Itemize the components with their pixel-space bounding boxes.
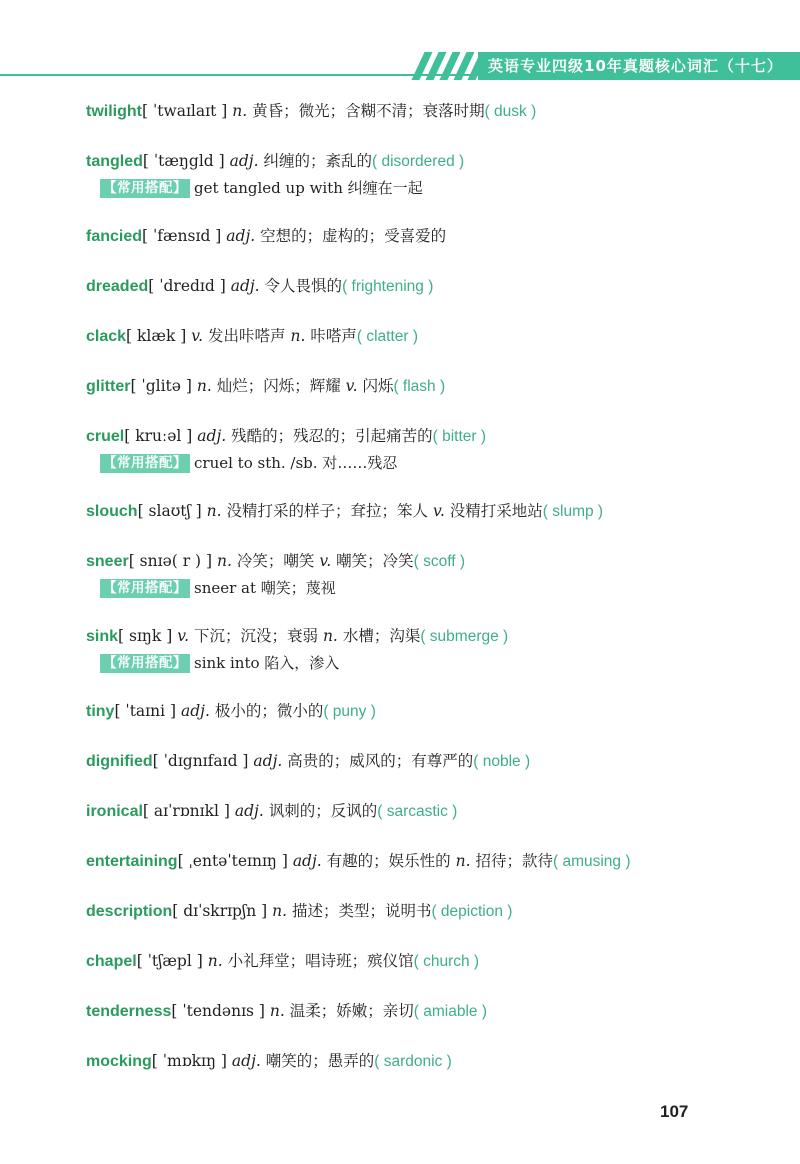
- headword: mocking: [86, 1053, 152, 1070]
- entry-line: [86, 100, 766, 123]
- entry-line: [86, 800, 766, 823]
- synonym: ( puny ): [323, 703, 376, 720]
- part-of-speech: adj.: [229, 152, 259, 170]
- definition: 嘲笑；冷笑: [336, 552, 414, 570]
- synonym: ( amusing ): [552, 853, 631, 870]
- vocab-entry: [86, 100, 766, 123]
- synonym: ( slump ): [542, 503, 604, 520]
- headword: sink: [86, 628, 119, 645]
- synonym: ( flash ): [393, 378, 446, 395]
- collocation-text: cruel to sth. /sb. 对……残忍: [194, 454, 398, 472]
- definition: 小礼拜堂；唱诗班；殡仪馆: [227, 952, 414, 970]
- headword: description: [86, 903, 173, 920]
- headword: tiny: [86, 703, 115, 720]
- part-of-speech: n.: [206, 502, 222, 520]
- collocation-text: sneer at 嘲笑；蔑视: [194, 579, 336, 597]
- entry-line: [86, 225, 766, 248]
- entry-line: [86, 1050, 766, 1073]
- entry-line: [86, 1000, 766, 1023]
- vocab-entry: [86, 750, 766, 773]
- entry-line: [86, 425, 766, 448]
- headword: dignified: [86, 753, 153, 770]
- entry-line: [86, 275, 766, 298]
- phonetic: [ klæk ]: [126, 327, 187, 345]
- entry-line: [86, 700, 766, 723]
- vocab-entry: [86, 800, 766, 823]
- headword: slouch: [86, 503, 138, 520]
- definition: 灿烂；闪烁；辉耀: [216, 377, 341, 395]
- phonetic: [ ˈdɪgnɪfaɪd ]: [152, 752, 249, 770]
- definition: 闪烁: [362, 377, 394, 395]
- part-of-speech: n.: [217, 552, 232, 570]
- phonetic: [ ˈtaɪni ]: [114, 702, 177, 720]
- definition: 嘲笑的；愚弄的: [265, 1052, 375, 1070]
- entry-line: [86, 550, 766, 573]
- vocab-entry: [86, 325, 766, 348]
- phonetic: [ ˈmɒkɪŋ ]: [151, 1052, 227, 1070]
- entry-line: [86, 850, 766, 873]
- definition: 温柔；娇嫩；亲切: [289, 1002, 414, 1020]
- definition: 水槽；沟渠: [342, 627, 421, 645]
- phonetic: [ ˈglitə ]: [130, 377, 192, 395]
- part-of-speech: adj.: [180, 702, 210, 720]
- headword: tangled: [86, 153, 143, 170]
- synonym: ( bitter ): [432, 428, 487, 445]
- part-of-speech: adj.: [226, 227, 256, 245]
- synonym: ( frightening ): [342, 278, 434, 295]
- phonetic: [ ˈtʃæpl ]: [136, 952, 203, 970]
- vocab-entry: [86, 1050, 766, 1073]
- definition: 令人畏惧的: [264, 277, 343, 295]
- vocab-entry: [86, 625, 766, 674]
- entry-line: [86, 325, 766, 348]
- collocation-line: [100, 577, 766, 599]
- chapter-title: 英语专业四级10年真题核心词汇（十七）: [488, 57, 783, 75]
- synonym: ( sarcastic ): [377, 803, 458, 820]
- synonym: ( amiable ): [413, 1003, 487, 1020]
- collocation-text: get tangled up with 纠缠在一起: [194, 179, 423, 197]
- headword: cruel: [86, 428, 125, 445]
- part-of-speech: adj.: [292, 852, 322, 870]
- synonym: ( sardonic ): [374, 1053, 452, 1070]
- phonetic: [ slaʊtʃ ]: [137, 502, 202, 520]
- synonym: ( clatter ): [356, 328, 419, 345]
- vocab-entry: [86, 425, 766, 474]
- synonym: ( dusk ): [484, 103, 537, 120]
- part-of-speech: v.: [319, 552, 332, 570]
- headword: twilight: [86, 103, 142, 120]
- definition: 纠缠的；紊乱的: [263, 152, 372, 170]
- entry-line: [86, 375, 766, 398]
- vocab-entry: [86, 850, 766, 873]
- part-of-speech: n.: [272, 902, 288, 920]
- headword: entertaining: [86, 853, 178, 870]
- collocation-text: sink into 陷入，渗入: [194, 654, 340, 672]
- phonetic: [ aɪˈrɒnɪkl ]: [142, 802, 230, 820]
- part-of-speech: n.: [290, 327, 306, 345]
- part-of-speech: adj.: [231, 1052, 261, 1070]
- vocab-entry: [86, 225, 766, 248]
- headword: tenderness: [86, 1003, 172, 1020]
- collocation-badge: 【常用搭配】: [100, 579, 190, 598]
- definition: 没精打采的样子；耷拉；笨人: [226, 502, 429, 520]
- part-of-speech: n.: [269, 1002, 285, 1020]
- headword: glitter: [86, 378, 131, 395]
- vocab-entry: [86, 500, 766, 523]
- collocation-line: [100, 652, 766, 674]
- part-of-speech: n.: [207, 952, 223, 970]
- page-number: 107: [660, 1102, 689, 1121]
- definition: 有趣的；娱乐性的: [326, 852, 451, 870]
- definition: 残酷的；残忍的；引起痛苦的: [231, 427, 433, 445]
- headword: fancied: [86, 228, 143, 245]
- part-of-speech: v.: [177, 627, 190, 645]
- entry-line: [86, 150, 766, 173]
- synonym: ( scoff ): [413, 553, 466, 570]
- synonym: ( disordered ): [371, 153, 465, 170]
- definition: 下沉；沉没；衰弱: [194, 627, 319, 645]
- definition: 冷笑；嘲笑: [236, 552, 315, 570]
- vocab-entry: [86, 150, 766, 199]
- collocation-badge: 【常用搭配】: [100, 654, 190, 673]
- collocation-badge: 【常用搭配】: [100, 179, 190, 198]
- entry-line: [86, 950, 766, 973]
- part-of-speech: adj.: [234, 802, 264, 820]
- definition: 高贵的；威风的；有尊严的: [287, 752, 474, 770]
- definition: 描述；类型；说明书: [291, 902, 432, 920]
- phonetic: [ dɪˈskrɪpʃn ]: [172, 902, 268, 920]
- headword: chapel: [86, 953, 137, 970]
- part-of-speech: v.: [191, 327, 204, 345]
- vocab-entry: [86, 275, 766, 298]
- vocab-entry: [86, 1000, 766, 1023]
- definition: 招待；款待: [475, 852, 553, 870]
- synonym: ( submerge ): [420, 628, 509, 645]
- collocation-line: [100, 177, 766, 199]
- vocab-entry: [86, 550, 766, 599]
- headword: clack: [86, 328, 127, 345]
- part-of-speech: v.: [345, 377, 358, 395]
- phonetic: [ sɪŋk ]: [118, 627, 173, 645]
- synonym: ( church ): [413, 953, 480, 970]
- part-of-speech: n.: [232, 102, 248, 120]
- phonetic: [ ˈfænsɪd ]: [142, 227, 222, 245]
- vocab-entry: [86, 375, 766, 398]
- part-of-speech: adj.: [197, 427, 227, 445]
- phonetic: [ ˈtwaɪlaɪt ]: [141, 102, 228, 120]
- collocation-badge: 【常用搭配】: [100, 454, 190, 473]
- entry-line: [86, 625, 766, 648]
- phonetic: [ snɪə( r ) ]: [128, 552, 213, 570]
- collocation-line: [100, 452, 766, 474]
- synonym: ( noble ): [473, 753, 531, 770]
- phonetic: [ ˈtæŋgld ]: [142, 152, 225, 170]
- headword: dreaded: [86, 278, 149, 295]
- phonetic: [ ˈdredɪd ]: [148, 277, 226, 295]
- definition: 咔嗒声: [310, 327, 357, 345]
- definition: 极小的；微小的: [214, 702, 324, 720]
- part-of-speech: v.: [432, 502, 445, 520]
- vocab-entry: [86, 900, 766, 923]
- definition: 发出咔嗒声: [208, 327, 286, 345]
- phonetic: [ kruːəl ]: [124, 427, 193, 445]
- entry-line: [86, 500, 766, 523]
- entry-line: [86, 750, 766, 773]
- synonym: ( depiction ): [431, 903, 513, 920]
- vocab-entry: [86, 950, 766, 973]
- vocab-entry: [86, 700, 766, 723]
- definition: 讽刺的；反讽的: [268, 802, 378, 820]
- part-of-speech: adj.: [253, 752, 283, 770]
- header-stripes: [408, 52, 488, 80]
- entry-line: [86, 900, 766, 923]
- phonetic: [ ˌentəˈteɪnɪŋ ]: [177, 852, 288, 870]
- part-of-speech: n.: [455, 852, 471, 870]
- part-of-speech: adj.: [230, 277, 260, 295]
- part-of-speech: n.: [196, 377, 212, 395]
- headword: sneer: [86, 553, 129, 570]
- definition: 没精打采地站: [449, 502, 543, 520]
- definition: 空想的；虚构的；受喜爱的: [260, 227, 447, 245]
- headword: ironical: [86, 803, 143, 820]
- definition: 黄昏；微光；含糊不清；衰落时期: [252, 102, 485, 120]
- part-of-speech: n.: [322, 627, 338, 645]
- phonetic: [ ˈtendənɪs ]: [171, 1002, 265, 1020]
